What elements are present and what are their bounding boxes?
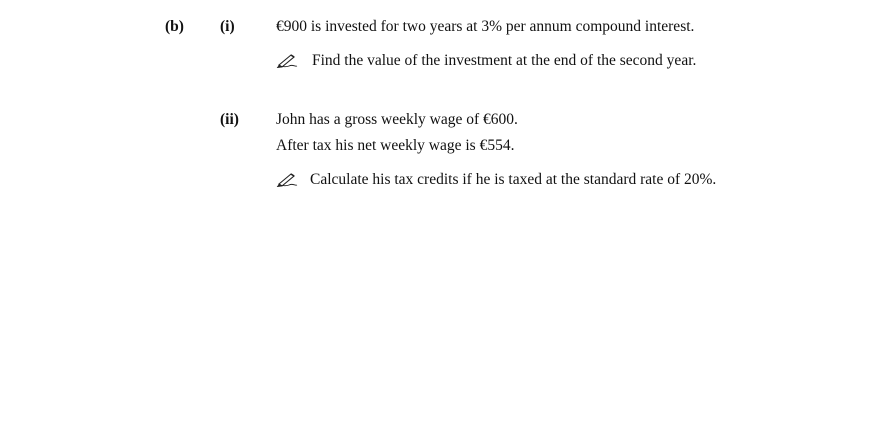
subpart-ii-task: Calculate his tax credits if he is taxed at the standard rate of 20%. bbox=[310, 171, 717, 188]
subpart-ii-statement-1: John has a gross weekly wage of €600. bbox=[276, 111, 518, 128]
subpart-ii-statement-2: After tax his net weekly wage is €554. bbox=[276, 137, 515, 154]
pencil-writing-icon bbox=[276, 52, 298, 68]
subpart-i-task: Find the value of the investment at the end of the second year. bbox=[312, 52, 697, 69]
subpart-i-statement: €900 is invested for two years at 3% per annum compound interest. bbox=[276, 18, 695, 35]
subpart-i-label: (i) bbox=[220, 18, 235, 35]
subpart-ii-label: (ii) bbox=[220, 111, 239, 128]
pencil-writing-icon bbox=[276, 171, 298, 187]
part-label: (b) bbox=[165, 18, 184, 35]
